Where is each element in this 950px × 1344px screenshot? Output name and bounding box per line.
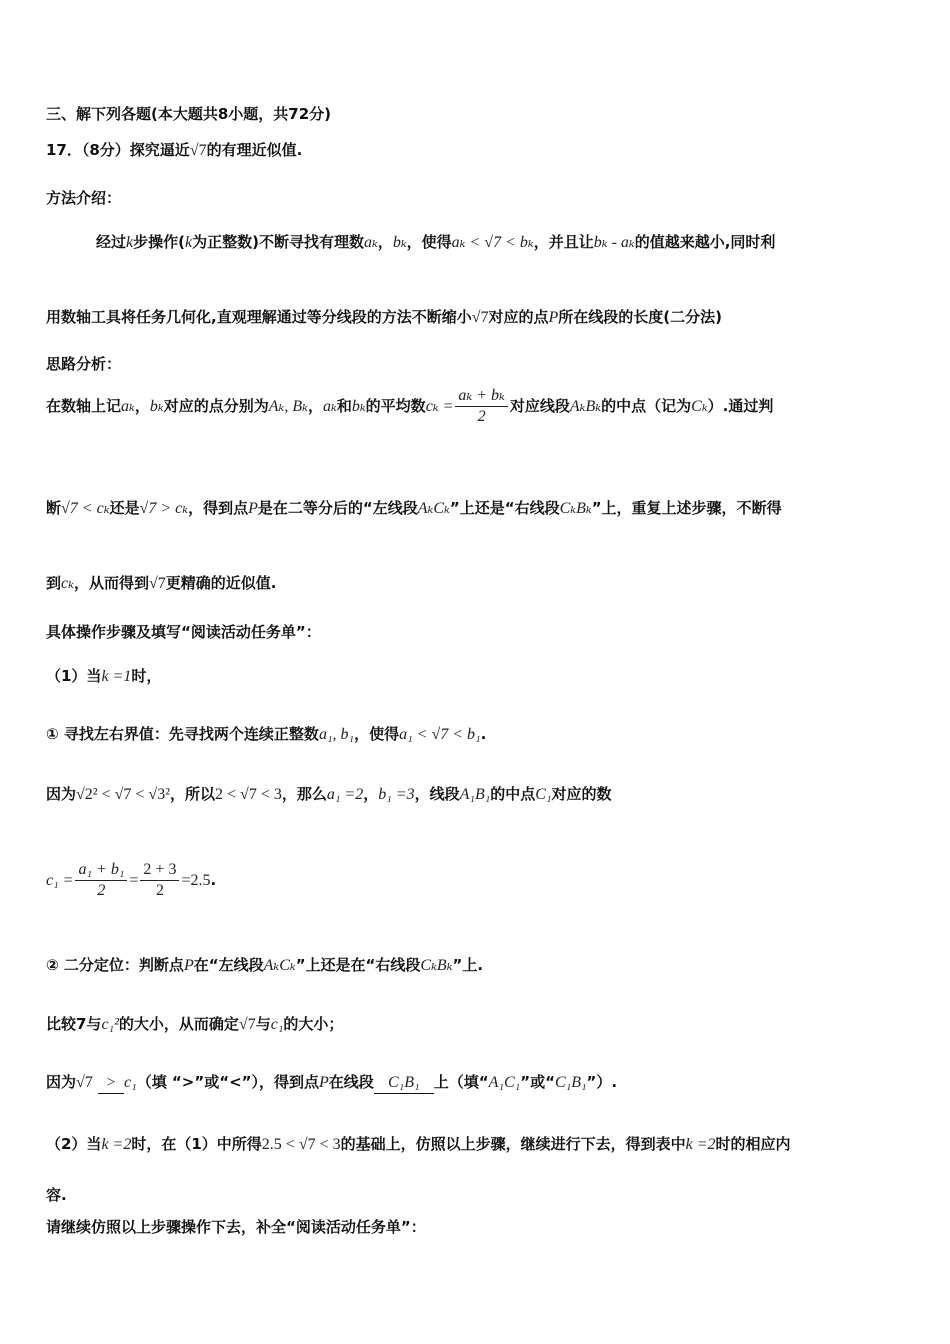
method-title: 方法介绍： xyxy=(46,189,122,207)
step-1-reasoning: 因为√2² < √7 < √3²，所以2 < √7 < 3，那么a₁ =2，b₁ =3，线段A₁B₁的中点C₁对应的数 xyxy=(46,785,612,803)
midpoint-fraction-symbolic: $\frac{\text{a₁ + b₁}}{2}$ xyxy=(75,860,127,901)
section-heading: 三、解下列各题(本大题共8小题，共72分) xyxy=(46,105,332,123)
steps-title: 具体操作步骤及填写“阅读活动任务单”： xyxy=(46,623,321,641)
final-instruction: 请继续仿照以上步骤操作下去，补全“阅读活动任务单”： xyxy=(46,1218,426,1236)
average-fraction: $\frac{\text{aₖ + bₖ}}{2}$ xyxy=(455,386,507,427)
step-2-bisect: ② 二分定位：判断点P在“左线段AₖCₖ”上还是在“右线段CₖBₖ”上. xyxy=(46,956,484,974)
analysis-line3: 到cₖ，从而得到√7更精确的近似值. xyxy=(46,574,277,592)
step-2-compare: 比较7与c₁²的大小，从而确定√7与c₁的大小； xyxy=(46,1015,344,1033)
method-paragraph-line2: 用数轴工具将任务几何化,直观理解通过等分线段的方法不断缩小√7对应的点P所在线段的长度(二分法) xyxy=(46,308,722,326)
answer-blank-compare[interactable]: > xyxy=(98,1072,124,1094)
analysis-line1: 在数轴上记aₖ，bₖ对应的点分别为Aₖ, Bₖ，aₖ和bₖ的平均数cₖ = $\frac{\text{aₖ + bₖ}}{2}$ 对应线段AₖBₖ的中点（记为Cₖ）.通过判 xyxy=(46,387,774,425)
case-2-line2: 容. xyxy=(46,1186,67,1204)
midpoint-fraction-numeric: $\frac{2 + 3}{2}$ xyxy=(140,860,179,901)
step-2-conclusion: 因为√7 > c₁（填 “>”或“<”），得到点P在线段 C₁B₁ 上（填“A₁C₁”或“C₁B₁”）. xyxy=(46,1072,910,1094)
case-2-line1: （2）当k =2时，在（1）中所得2.5 < √7 < 3的基础上，仿照以上步骤，继续进行下去，得到表中k =2时的相应内 xyxy=(46,1135,791,1153)
answer-blank-segment[interactable]: C₁B₁ xyxy=(374,1072,434,1094)
question-17-stem: 17．（8分）探究逼近√7的有理近似值. xyxy=(46,141,303,159)
analysis-title: 思路分析： xyxy=(46,355,122,373)
analysis-line2: 断√7 < cₖ还是√7 > cₖ，得到点P是在二等分后的“左线段AₖCₖ”上还是“右线段CₖBₖ”上，重复上述步骤，不断得 xyxy=(46,499,782,517)
midpoint-equation: c₁ = $\frac{\text{a₁ + b₁}}{2}$ = $\frac{2 + 3}{2}$ =2.5. xyxy=(46,861,217,899)
method-paragraph-line1: 经过k步操作(k为正整数)不断寻找有理数aₖ，bₖ，使得aₖ < √7 < bₖ，并且让bₖ - aₖ的值越来越小,同时利 xyxy=(96,233,776,251)
case-1-heading: （1）当k =1时， xyxy=(46,667,162,685)
step-1-find-bounds: ① 寻找左右界值：先寻找两个连续正整数a₁, b₁，使得a₁ < √7 < b₁. xyxy=(46,725,487,743)
